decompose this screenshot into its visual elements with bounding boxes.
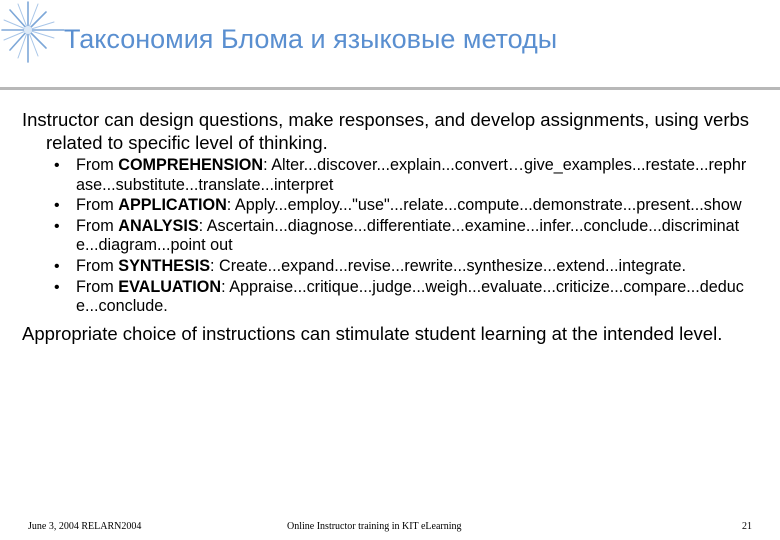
title-divider (0, 87, 780, 90)
bullet-suffix: : (221, 277, 226, 296)
bullet-verbs: Create...expand...revise...rewrite...synthesize...extend...integrate. (219, 256, 687, 275)
page-number: 21 (742, 521, 752, 532)
bullet-verbs: Apply...employ..."use"...relate...compute...demonstrate...present...show (234, 196, 742, 215)
bullet-verbs: Alter...discover...explain...convert…give_examples...restate...rephrase...substitute...translate...interpret (76, 156, 747, 194)
bullet-level: APPLICATION (118, 196, 227, 215)
bullet-dot-icon: • (54, 217, 60, 235)
bullet-prefix: From (76, 156, 119, 174)
bullet-level: ANALYSIS (118, 216, 199, 235)
bullet-prefix: From (76, 256, 119, 275)
bullet-prefix: From (76, 216, 119, 235)
bloom-levels-list (22, 156, 752, 317)
list-item (54, 216, 752, 256)
footer-date: June 3, 2004 RELARN2004 (28, 521, 142, 532)
bullet-dot-icon: • (54, 257, 60, 275)
bullet-verbs: Appraise...critique...judge...weigh...evaluate...criticize...compare...deduce...conclude. (76, 277, 744, 316)
intro-paragraph: Instructor can design questions, make responses, and develop assignments, using verbs related to specific level of thinking. (22, 109, 750, 153)
bullet-dot-icon: • (54, 278, 60, 296)
bullet-dot-icon: • (54, 197, 60, 215)
conclusion-paragraph: Appropriate choice of instructions can stimulate student learning at the intended level. (22, 322, 723, 344)
list-item (54, 196, 752, 216)
list-item (54, 256, 752, 277)
bullet-suffix: : (210, 256, 215, 275)
bullet-verbs: Ascertain...diagnose...differentiate...examine...infer...conclude...discriminate...diagram...point out (76, 216, 740, 255)
bullet-dot-icon: • (54, 157, 60, 174)
bullet-prefix: From (76, 196, 119, 215)
bullet-level: SYNTHESIS (118, 256, 211, 275)
bullet-suffix: : (226, 196, 232, 215)
footer-course: Online Instructor training in KIT eLearning (287, 521, 462, 532)
bullet-level: EVALUATION (118, 277, 222, 296)
bullet-prefix: From (76, 277, 119, 296)
list-item (54, 156, 752, 195)
slide-body (22, 108, 752, 345)
bullet-suffix: : (198, 216, 204, 235)
list-item (54, 277, 752, 317)
bullet-suffix: : (263, 156, 268, 174)
slide-title: Таксономия Блома и языковые методы (64, 24, 558, 54)
bullet-level: COMPREHENSION (118, 156, 264, 174)
